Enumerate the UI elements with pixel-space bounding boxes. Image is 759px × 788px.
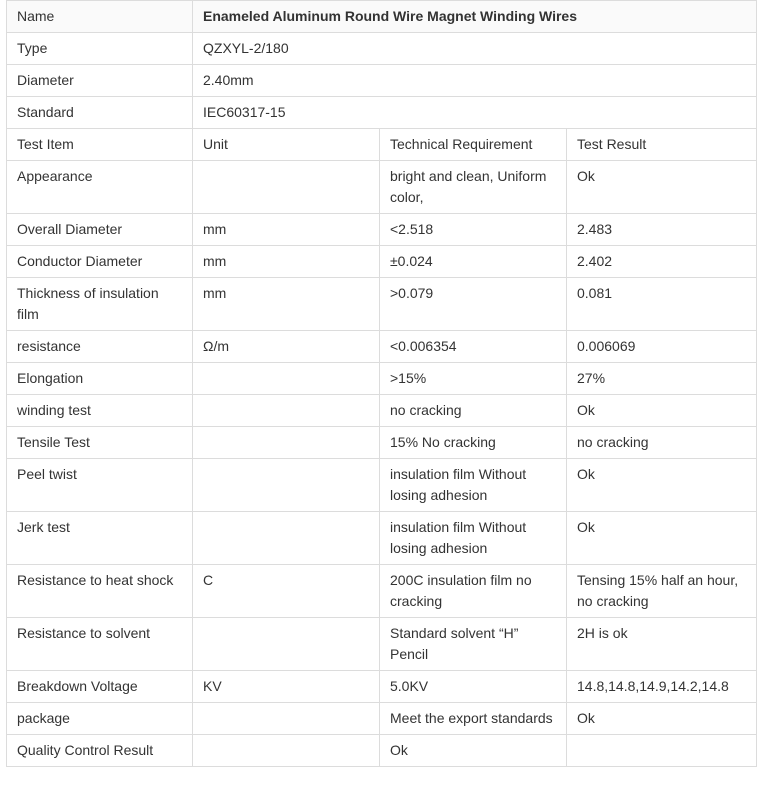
type-label: Type <box>7 33 193 65</box>
spec-table <box>6 0 757 767</box>
technical-requirement-cell: <0.006354 <box>380 331 567 363</box>
test-result-cell: Ok <box>567 161 757 214</box>
diameter-row <box>7 65 757 97</box>
table-row <box>7 671 757 703</box>
test-result-cell: Ok <box>567 512 757 565</box>
header-test-item: Test Item <box>7 129 193 161</box>
test-result-cell: no cracking <box>567 427 757 459</box>
technical-requirement-cell: 200C insulation film no cracking <box>380 565 567 618</box>
table-row <box>7 214 757 246</box>
product-name: Enameled Aluminum Round Wire Magnet Winding Wires <box>193 1 757 33</box>
unit-cell: mm <box>193 278 380 331</box>
test-item-cell: Breakdown Voltage <box>7 671 193 703</box>
test-result-cell: 2.402 <box>567 246 757 278</box>
test-result-cell: Ok <box>567 395 757 427</box>
header-unit: Unit <box>193 129 380 161</box>
unit-cell: Ω/m <box>193 331 380 363</box>
table-row <box>7 565 757 618</box>
technical-requirement-cell: 15% No cracking <box>380 427 567 459</box>
test-item-cell: Appearance <box>7 161 193 214</box>
table-row <box>7 331 757 363</box>
technical-requirement-cell: <2.518 <box>380 214 567 246</box>
technical-requirement-cell: insulation film Without losing adhesion <box>380 512 567 565</box>
technical-requirement-cell: insulation film Without losing adhesion <box>380 459 567 512</box>
technical-requirement-cell: no cracking <box>380 395 567 427</box>
test-result-cell: 27% <box>567 363 757 395</box>
test-result-cell <box>567 735 757 767</box>
test-result-cell: 14.8,14.8,14.9,14.2,14.8 <box>567 671 757 703</box>
type-value: QZXYL-2/180 <box>193 33 757 65</box>
table-row <box>7 278 757 331</box>
unit-cell: C <box>193 565 380 618</box>
test-item-cell: winding test <box>7 395 193 427</box>
header-technical-requirement: Technical Requirement <box>380 129 567 161</box>
test-item-cell: resistance <box>7 331 193 363</box>
unit-cell <box>193 735 380 767</box>
test-result-cell: 0.081 <box>567 278 757 331</box>
unit-cell <box>193 618 380 671</box>
test-result-cell: Ok <box>567 703 757 735</box>
table-row <box>7 618 757 671</box>
unit-cell: mm <box>193 214 380 246</box>
test-item-cell: Quality Control Result <box>7 735 193 767</box>
test-result-cell: 2H is ok <box>567 618 757 671</box>
table-row <box>7 161 757 214</box>
diameter-value: 2.40mm <box>193 65 757 97</box>
standard-row <box>7 97 757 129</box>
table-row <box>7 703 757 735</box>
header-row <box>7 129 757 161</box>
table-row <box>7 427 757 459</box>
unit-cell <box>193 703 380 735</box>
technical-requirement-cell: Standard solvent “H” Pencil <box>380 618 567 671</box>
test-item-cell: Overall Diameter <box>7 214 193 246</box>
unit-cell <box>193 427 380 459</box>
unit-cell <box>193 363 380 395</box>
test-item-cell: package <box>7 703 193 735</box>
test-result-cell: 2.483 <box>567 214 757 246</box>
unit-cell <box>193 512 380 565</box>
unit-cell: mm <box>193 246 380 278</box>
test-result-cell: 0.006069 <box>567 331 757 363</box>
table-row <box>7 735 757 767</box>
test-item-cell: Peel twist <box>7 459 193 512</box>
type-row <box>7 33 757 65</box>
test-item-cell: Tensile Test <box>7 427 193 459</box>
table-row <box>7 246 757 278</box>
test-result-cell: Ok <box>567 459 757 512</box>
test-item-cell: Resistance to heat shock <box>7 565 193 618</box>
name-label: Name <box>7 1 193 33</box>
unit-cell <box>193 161 380 214</box>
test-item-cell: Conductor Diameter <box>7 246 193 278</box>
table-row <box>7 512 757 565</box>
technical-requirement-cell: >15% <box>380 363 567 395</box>
header-test-result: Test Result <box>567 129 757 161</box>
table-row <box>7 363 757 395</box>
diameter-label: Diameter <box>7 65 193 97</box>
technical-requirement-cell: Meet the export standards <box>380 703 567 735</box>
standard-label: Standard <box>7 97 193 129</box>
table-row <box>7 459 757 512</box>
standard-value: IEC60317-15 <box>193 97 757 129</box>
unit-cell <box>193 395 380 427</box>
technical-requirement-cell: >0.079 <box>380 278 567 331</box>
technical-requirement-cell: bright and clean, Uniform color, <box>380 161 567 214</box>
technical-requirement-cell: 5.0KV <box>380 671 567 703</box>
test-item-cell: Resistance to solvent <box>7 618 193 671</box>
table-row <box>7 395 757 427</box>
test-result-cell: Tensing 15% half an hour, no cracking <box>567 565 757 618</box>
test-item-cell: Thickness of insulation film <box>7 278 193 331</box>
name-row <box>7 1 757 33</box>
technical-requirement-cell: Ok <box>380 735 567 767</box>
unit-cell: KV <box>193 671 380 703</box>
test-item-cell: Elongation <box>7 363 193 395</box>
test-item-cell: Jerk test <box>7 512 193 565</box>
unit-cell <box>193 459 380 512</box>
technical-requirement-cell: ±0.024 <box>380 246 567 278</box>
